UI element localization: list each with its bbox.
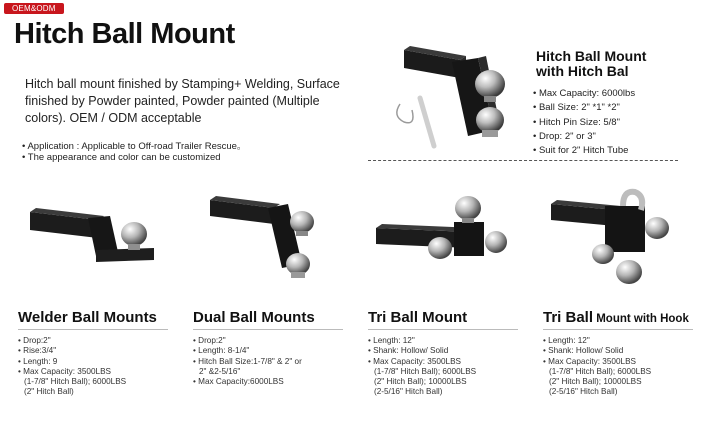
spec-item: • Length: 8-1/4": [193, 346, 302, 356]
product-specs-welder: [18, 336, 126, 398]
tri-ball-mount-image: [370, 190, 520, 300]
spec-item: (1-7/8" Hitch Ball); 6000LBS: [24, 377, 127, 387]
product-specs-dual: [193, 336, 302, 387]
product-divider: [18, 329, 168, 330]
hero-spec-item: • Hitch Pin Size: 5/8": [533, 116, 635, 130]
product-divider: [193, 329, 343, 330]
spec-item: • Length: 12": [368, 336, 476, 346]
tri-ball-mount-with-hook-image: [545, 188, 695, 298]
page-title: Hitch Ball Mount: [14, 18, 235, 50]
spec-item: (2" Hitch Ball): [24, 387, 74, 397]
spec-item: (2" Hitch Ball); 10000LBS: [374, 377, 467, 387]
intro-paragraph: Hitch ball mount finished by Stamping+ Welding, Surface finished by Powder painted, Powder painted (Multiple colors). OEM / ODM acceptable: [25, 77, 340, 125]
spec-item: (2-5/16" Hitch Ball): [549, 387, 618, 397]
hero-spec-item: • Ball Size: 2" *1" *2": [533, 101, 635, 115]
spec-item: (2" Hitch Ball); 10000LBS: [549, 377, 642, 387]
hero-spec-list: [533, 87, 635, 158]
hero-hitch-ball-mount-image: [390, 38, 530, 158]
spec-item: • Max Capacity: 3500LBS: [368, 357, 476, 367]
product-title-tri-hook: [543, 309, 689, 326]
spec-item: (1-7/8" Hitch Ball); 6000LBS: [374, 366, 477, 376]
spec-item: • Max Capacity:6000LBS: [193, 377, 302, 387]
product-specs-tri-hook: [543, 336, 651, 398]
product-title-dual: Dual Ball Mounts: [193, 309, 315, 326]
product-divider: [543, 329, 693, 330]
spec-item: 2" &2-5/16": [199, 366, 241, 376]
product-title-tri-hook-suffix: Mount with Hook: [593, 313, 689, 325]
hero-title-line2: with Hitch Bal: [536, 63, 629, 79]
spec-item: • Max Capacity: 3500LBS: [543, 357, 651, 367]
bullet-application: • Application : Applicable to Off-road Trailer Rescue。: [22, 138, 246, 152]
product-specs-tri: [368, 336, 476, 398]
spec-item: • Length: 12": [543, 336, 651, 346]
spec-item: • Drop:2": [193, 336, 302, 346]
spec-item: • Shank: Hollow/ Solid: [543, 346, 651, 356]
spec-item: • Max Capacity: 3500LBS: [18, 367, 126, 377]
product-title-tri-hook-main: Tri Ball: [543, 309, 594, 326]
spec-item: • Hitch Ball Size:1-7/8" & 2" or: [193, 357, 302, 367]
section-divider: [368, 160, 678, 161]
product-title-tri: Tri Ball Mount: [368, 309, 468, 326]
spec-item: (1-7/8" Hitch Ball); 6000LBS: [549, 366, 652, 376]
spec-item: • Rise:3/4": [18, 346, 126, 356]
product-title-welder: Welder Ball Mounts: [18, 309, 157, 326]
bullet-customization: • The appearance and color can be customized: [22, 152, 221, 163]
spec-item: • Drop:2": [18, 336, 126, 346]
hero-spec-item: • Suit for 2" Hitch Tube: [533, 144, 635, 158]
oem-odm-badge: OEM&ODM: [4, 3, 64, 14]
spec-item: • Length: 9: [18, 357, 126, 367]
spec-item: (2-5/16" Hitch Ball): [374, 387, 443, 397]
hero-title-line1: Hitch Ball Mount: [536, 48, 647, 64]
product-divider: [368, 329, 518, 330]
dual-ball-mount-image: [198, 188, 348, 298]
hero-spec-item: • Drop: 2" or 3": [533, 130, 635, 144]
hero-product-title: [536, 49, 706, 79]
spec-item: • Shank: Hollow/ Solid: [368, 346, 476, 356]
welder-ball-mount-image: [18, 190, 168, 300]
hero-spec-item: • Max Capacity: 6000lbs: [533, 87, 635, 101]
